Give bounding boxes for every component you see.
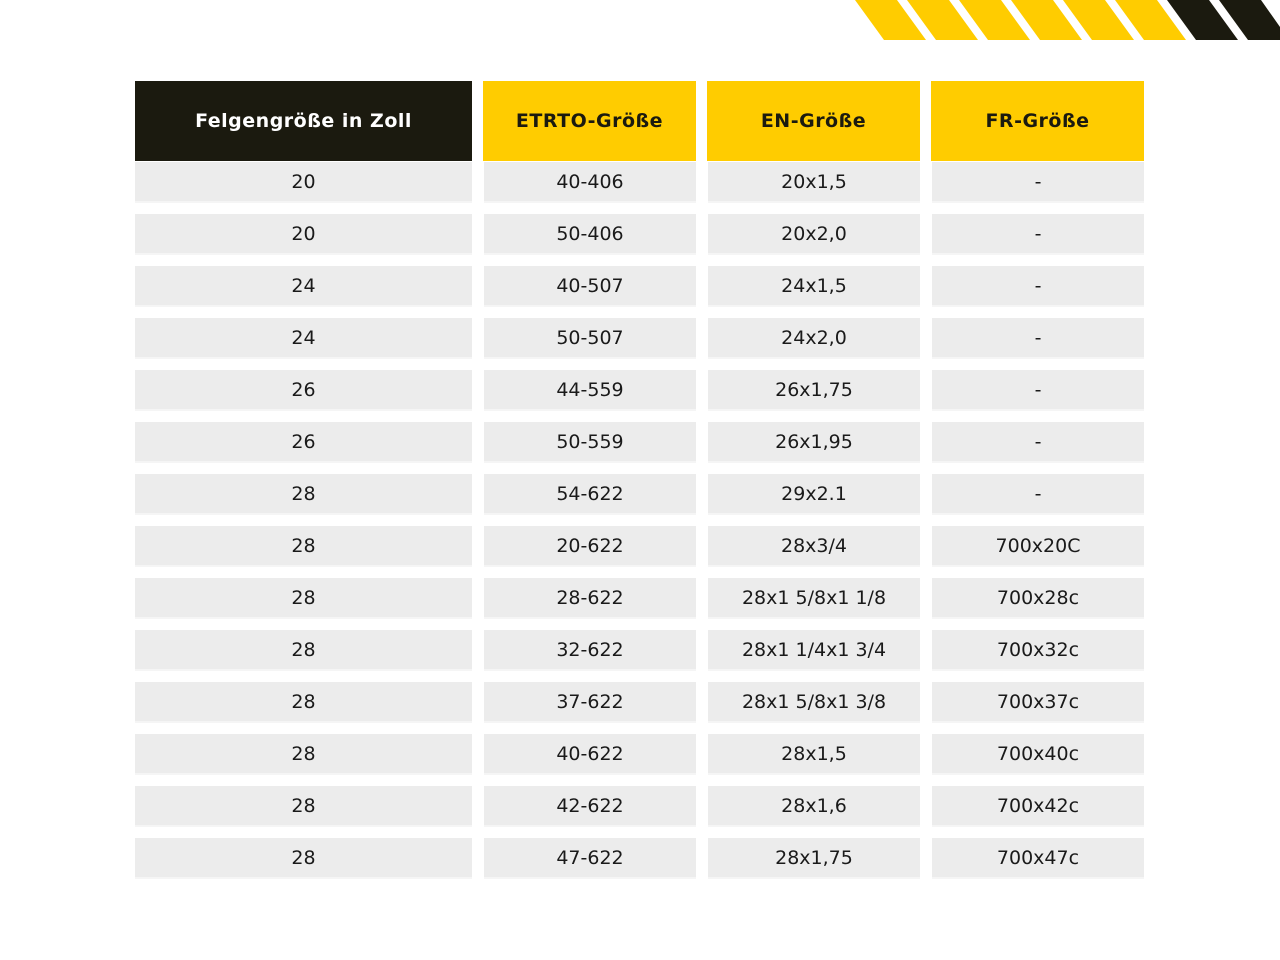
fr-size-cell: 700x37c <box>932 682 1144 723</box>
en-size-cell: 28x1,75 <box>708 838 920 879</box>
etrto-size-cell: 42-622 <box>484 786 696 827</box>
rim-size-cell: 24 <box>135 318 472 359</box>
en-size-cell: 28x1,6 <box>708 786 920 827</box>
fr-size-cell: 700x40c <box>932 734 1144 775</box>
etrto-size-cell: 40-507 <box>484 266 696 307</box>
etrto-size-cell: 50-406 <box>484 214 696 255</box>
rim-size-cell: 28 <box>135 578 472 619</box>
en-size-cell: 28x1,5 <box>708 734 920 775</box>
rim-size-cell: 28 <box>135 630 472 671</box>
etrto-size-cell: 37-622 <box>484 682 696 723</box>
fr-size-cell: - <box>932 162 1144 203</box>
fr-size-cell: - <box>932 422 1144 463</box>
rim-size-cell: 20 <box>135 162 472 203</box>
etrto-size-cell: 54-622 <box>484 474 696 515</box>
etrto-size-cell: 28-622 <box>484 578 696 619</box>
fr-size-cell: - <box>932 370 1144 411</box>
en-size-cell: 28x1 5/8x1 1/8 <box>708 578 920 619</box>
rim-size-cell: 28 <box>135 734 472 775</box>
rim-size-cell: 20 <box>135 214 472 255</box>
header-etrto-size: ETRTO-Größe <box>483 81 696 161</box>
en-size-cell: 26x1,75 <box>708 370 920 411</box>
en-size-cell: 20x1,5 <box>708 162 920 203</box>
etrto-size-cell: 50-559 <box>484 422 696 463</box>
rim-size-cell: 28 <box>135 474 472 515</box>
fr-size-cell: 700x47c <box>932 838 1144 879</box>
en-size-cell: 28x3/4 <box>708 526 920 567</box>
etrto-size-cell: 50-507 <box>484 318 696 359</box>
fr-size-cell: - <box>932 214 1144 255</box>
en-size-cell: 24x2,0 <box>708 318 920 359</box>
fr-size-cell: 700x28c <box>932 578 1144 619</box>
rim-size-cell: 28 <box>135 786 472 827</box>
etrto-size-cell: 44-559 <box>484 370 696 411</box>
etrto-size-cell: 40-622 <box>484 734 696 775</box>
decorative-stripes <box>0 0 1280 40</box>
header-rim-size-inch: Felgengröße in Zoll <box>135 81 472 161</box>
etrto-size-cell: 47-622 <box>484 838 696 879</box>
en-size-cell: 28x1 1/4x1 3/4 <box>708 630 920 671</box>
header-en-size: EN-Größe <box>707 81 920 161</box>
rim-size-cell: 28 <box>135 526 472 567</box>
en-size-cell: 20x2,0 <box>708 214 920 255</box>
etrto-size-cell: 20-622 <box>484 526 696 567</box>
fr-size-cell: - <box>932 474 1144 515</box>
fr-size-cell: 700x32c <box>932 630 1144 671</box>
en-size-cell: 28x1 5/8x1 3/8 <box>708 682 920 723</box>
rim-size-cell: 26 <box>135 370 472 411</box>
rim-size-cell: 24 <box>135 266 472 307</box>
header-fr-size: FR-Größe <box>931 81 1144 161</box>
etrto-size-cell: 40-406 <box>484 162 696 203</box>
fr-size-cell: - <box>932 266 1144 307</box>
etrto-size-cell: 32-622 <box>484 630 696 671</box>
en-size-cell: 26x1,95 <box>708 422 920 463</box>
en-size-cell: 29x2.1 <box>708 474 920 515</box>
fr-size-cell: 700x42c <box>932 786 1144 827</box>
fr-size-cell: 700x20C <box>932 526 1144 567</box>
rim-size-cell: 26 <box>135 422 472 463</box>
rim-size-cell: 28 <box>135 838 472 879</box>
rim-size-cell: 28 <box>135 682 472 723</box>
fr-size-cell: - <box>932 318 1144 359</box>
en-size-cell: 24x1,5 <box>708 266 920 307</box>
